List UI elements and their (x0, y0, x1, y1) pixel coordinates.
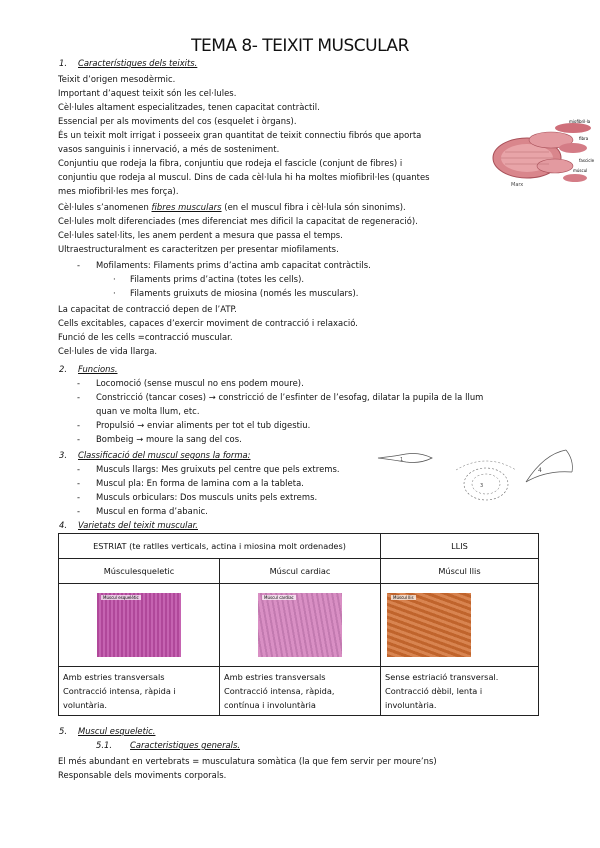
list-item: Musculs llargs: Mes gruixuts pel centre que pels extrems. (96, 464, 340, 474)
text-line: Essencial per als moviments del cos (esquelet i òrgans). (58, 116, 297, 126)
desc-line: voluntària. (63, 700, 107, 710)
text-line: Important d’aquest teixit són les cel·lules. (58, 88, 237, 98)
text-line: conjuntiu que rodeja al muscul. Dins de cada cèl·lula hi ha moltes miofibril·les (quantes (58, 172, 430, 182)
section3-heading: Classificació del muscul segons la forma: (78, 450, 251, 460)
bullet-dash: - (77, 420, 81, 430)
bullet-dash: - (77, 492, 81, 502)
text-line: El més abundant en vertebrats = musculatura somàtica (la que fem servir per moure’ns) (58, 756, 437, 766)
muscle-structure-figure (489, 118, 599, 190)
section2-heading: Funcions. (78, 364, 118, 374)
cardiac-tissue-image (258, 593, 342, 657)
header-llis: LLIS (381, 534, 539, 559)
text-line: Cel·lules de vida llarga. (58, 346, 158, 356)
text-line: La capacitat de contracció depen de l’ATP. (58, 304, 238, 314)
muscle-varieties-table (58, 533, 539, 716)
list-item: Propulsió → enviar aliments per tot el tub digestiu. (96, 420, 311, 430)
list-item: Muscul pla: En forma de lamina com a la tableta. (96, 478, 304, 488)
text-line: És un teixit molt irrigat i posseeix gran quantitat de teixit connectiu fibrós que aporta (58, 130, 422, 140)
muscle-fig-label: miofibril·la (569, 119, 591, 124)
bullet-dash: - (77, 260, 81, 270)
text-line: Funció de les cells =contracció muscular. (58, 332, 233, 342)
tissue-label: Múscul cardíac (264, 595, 294, 600)
section2-number: 2. (59, 364, 67, 374)
section1-heading: Característiques dels teixits. (78, 58, 198, 68)
bullet-dot: · (113, 288, 116, 298)
section3-number: 3. (59, 450, 67, 460)
fibres-line-after: (en el muscul fibra i cèl·lula són sinonims). (221, 202, 406, 212)
bullet-dash: - (77, 434, 81, 444)
bullet-dash: - (77, 378, 81, 388)
muscle-shapes-figure (376, 444, 576, 514)
section5-number: 5. (59, 726, 67, 736)
text-line: Cèl·lules altament especialitzades, tenen capacitat contràctil. (58, 102, 320, 112)
page-title: TEMA 8- TEIXIT MUSCULAR (191, 36, 409, 56)
table-row (59, 534, 539, 559)
text-line: Responsable dels moviments corporals. (58, 770, 227, 780)
col-cardiac: Múscul cardiac (220, 559, 381, 584)
desc-line: Sense estriació transversal. (385, 672, 499, 682)
desc-cardiac (220, 667, 381, 716)
bullet-dash: - (77, 392, 81, 402)
text-line: Teixit d’origen mesodèrmic. (58, 74, 176, 84)
muscle-fig-label: fascicle (579, 158, 595, 163)
bullet-dash: - (77, 506, 81, 516)
list-item: Constricció (tancar coses) → constricció de l’esfinter de l’esofag, dilatar la pupila de la llum (96, 392, 484, 402)
shape-label: 1 (400, 457, 404, 463)
desc-line: Contracció intensa, ràpida, (224, 686, 335, 696)
shape-label: 3 (480, 483, 484, 489)
sub-item: Filaments prims d’actina (totes les cells). (130, 274, 305, 284)
fibres-line-before: Cèl·lules s’anomenen (58, 202, 152, 212)
list-item: Bombeig → moure la sang del cos. (96, 434, 242, 444)
tissue-label: Múscul llis (393, 595, 414, 600)
text-line: Ultraestructuralment es caracteritzen per presentar miofilaments. (58, 244, 339, 254)
list-item: Muscul en forma d’abanic. (96, 506, 208, 516)
list-item: Musculs orbiculars: Dos musculs units pels extrems. (96, 492, 318, 502)
table-row (59, 584, 539, 667)
img-cell-cardiac (220, 584, 381, 667)
muscle-fig-caption: Marx (511, 182, 524, 188)
tissue-label: Múscul esquelètic (103, 595, 139, 600)
bullet-dash: - (77, 464, 81, 474)
desc-line: Contracció intensa, ràpida i (63, 686, 176, 696)
shape-label: 4 (538, 467, 542, 474)
desc-line: Amb estries transversals (63, 672, 165, 682)
section5-1-number: 5.1. (96, 740, 112, 750)
col-esqueletic: Músculesqueletic (59, 559, 220, 584)
bullet-dot: · (113, 274, 116, 284)
bullet-dash: - (77, 478, 81, 488)
list-item: quan ve molta llum, etc. (96, 406, 200, 416)
fibres-musculars-term: fibres musculars (151, 202, 222, 212)
sub-item: Filaments gruixuts de miosina (només les musculars). (130, 288, 359, 298)
desc-line: Amb estries transversals (224, 672, 326, 682)
desc-line: involuntària. (385, 700, 437, 710)
img-cell-esqueletic (59, 584, 220, 667)
text-line: vasos sanguinis i innervació, a més de sosteniment. (58, 144, 280, 154)
miofilaments-line: Mofilaments: Filaments prims d’actina amb capacitat contràctils. (96, 260, 371, 270)
muscle-fig-label: fibra (579, 136, 589, 141)
section4-number: 4. (59, 520, 67, 530)
section4-heading: Varietats del teixit muscular. (78, 520, 198, 530)
skeletal-tissue-image (97, 593, 181, 657)
desc-esqueletic (59, 667, 220, 716)
list-item: Locomoció (sense muscul no ens podem moure). (96, 378, 304, 388)
img-cell-llis (381, 584, 539, 667)
section1-number: 1. (59, 58, 67, 68)
table-row (59, 559, 539, 584)
table-row (59, 667, 539, 716)
fibres-line (58, 202, 406, 213)
text-line: Cel·lules molt diferenciades (mes diferenciat mes dificil la capacitat de regeneració). (58, 216, 418, 226)
desc-llis (381, 667, 539, 716)
col-llis: Múscul llis (381, 559, 539, 584)
text-line: Cells excitables, capaces d’exercir moviment de contracció i relaxació. (58, 318, 358, 328)
text-line: Cel·lules satel·lits, les anem perdent a mesura que passa el temps. (58, 230, 343, 240)
muscle-fig-label: múscul (573, 168, 588, 173)
desc-line: Contracció dèbil, lenta i (385, 686, 483, 696)
text-line: mes miofibril·les mes força). (58, 186, 179, 196)
section5-1-heading: Caracteristiques generals. (130, 740, 240, 750)
section5-heading: Muscul esqueletic. (78, 726, 156, 736)
text-line: Conjuntiu que rodeja la fibra, conjuntiu que rodeja el fascicle (conjunt de fibres) i (58, 158, 403, 168)
header-striat: ESTRIAT (te ratlles verticals, actina i miosina molt ordenades) (59, 534, 381, 559)
smooth-tissue-image (387, 593, 471, 657)
desc-line: contínua i involuntària (224, 700, 316, 710)
